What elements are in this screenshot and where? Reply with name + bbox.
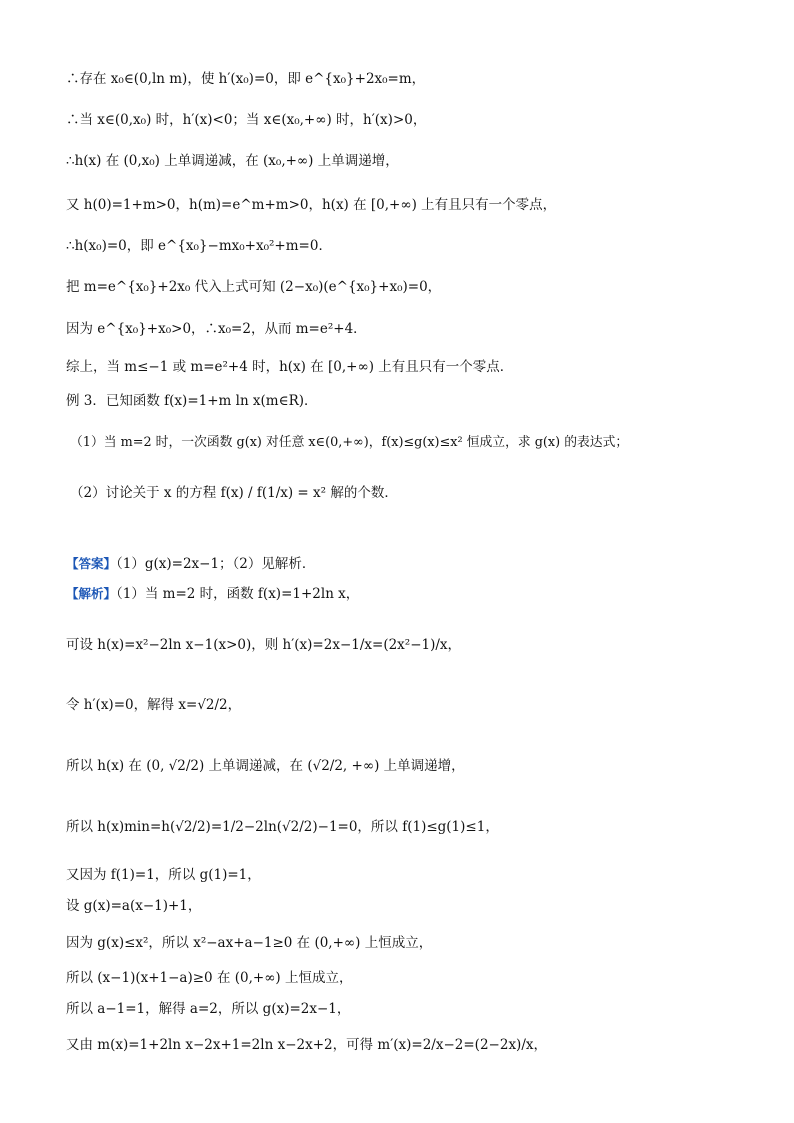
analysis-tag: 【解析】 (66, 586, 117, 601)
text-line: 所以 (x−1)(x+1−a)≥0 在 (0,+∞) 上恒成立， (66, 970, 353, 986)
text-line: 可设 h(x)=x²−2ln x−1(x>0)，则 h′(x)=2x−1/x=(2x²−1)/x， (66, 637, 462, 653)
text-line: 因为 g(x)≤x²，所以 x²−ax+a−1≥0 在 (0,+∞) 上恒成立， (66, 935, 433, 951)
text-line: ∴当 x∈(0,x₀) 时，h′(x)<0；当 x∈(x₀,+∞) 时，h′(x)>0， (66, 112, 427, 128)
text-line: 综上，当 m≤−1 或 m=e²+4 时，h(x) 在 [0,+∞) 上有且只有一个零点． (66, 359, 514, 375)
example-heading: 例 3．已知函数 f(x)=1+m ln x(m∈R)． (66, 393, 318, 409)
text-line: ∴h(x) 在 (0,x₀) 上单调递减，在 (x₀,+∞) 上单调递增， (66, 153, 399, 169)
text-line: 因为 e^{x₀}+x₀>0，∴x₀=2，从而 m=e²+4． (66, 321, 367, 337)
text-line: 所以 a−1=1，解得 a=2，所以 g(x)=2x−1， (66, 1001, 351, 1017)
question-part-2: （2）讨论关于 x 的方程 f(x) / f(1/x) = x² 解的个数． (70, 485, 398, 501)
analysis-text: （1）当 m=2 时，函数 f(x)=1+2ln x， (116, 586, 360, 602)
analysis-line (66, 585, 359, 603)
text-line: 所以 h(x)min=h(√2/2)=1/2−2ln(√2/2)−1=0，所以 f(1)≤g(1)≤1， (66, 819, 499, 835)
text-line: 所以 h(x) 在 (0, √2/2) 上单调递减，在 (√2/2, +∞) 上单调递增， (66, 758, 465, 774)
answer-text: （1）g(x)=2x−1；（2）见解析． (116, 556, 316, 572)
question-part-1: （1）当 m=2 时，一次函数 g(x) 对任意 x∈(0,+∞)，f(x)≤g(x)≤x² 恒成立，求 g(x) 的表达式； (70, 435, 629, 450)
text-line: ∴存在 x₀∈(0,ln m)，使 h′(x₀)=0，即 e^{x₀}+2x₀=m， (66, 71, 426, 87)
answer-line (66, 555, 315, 573)
text-line: 设 g(x)=a(x−1)+1， (66, 898, 202, 914)
text-line: ∴h(x₀)=0，即 e^{x₀}−mx₀+x₀²+m=0． (66, 238, 332, 254)
text-line: 把 m=e^{x₀}+2x₀ 代入上式可知 (2−x₀)(e^{x₀}+x₀)=0， (66, 279, 442, 295)
text-line: 又因为 f(1)=1，所以 g(1)=1， (66, 867, 261, 883)
text-line: 又由 m(x)=1+2ln x−2x+1=2ln x−2x+2，可得 m′(x)=2/x−2=(2−2x)/x， (66, 1037, 547, 1053)
answer-tag: 【答案】 (66, 556, 117, 571)
text-line: 又 h(0)=1+m>0，h(m)=e^m+m>0，h(x) 在 [0,+∞) 上有且只有一个零点， (66, 197, 557, 213)
text-line: 令 h′(x)=0，解得 x=√2/2， (66, 697, 242, 713)
